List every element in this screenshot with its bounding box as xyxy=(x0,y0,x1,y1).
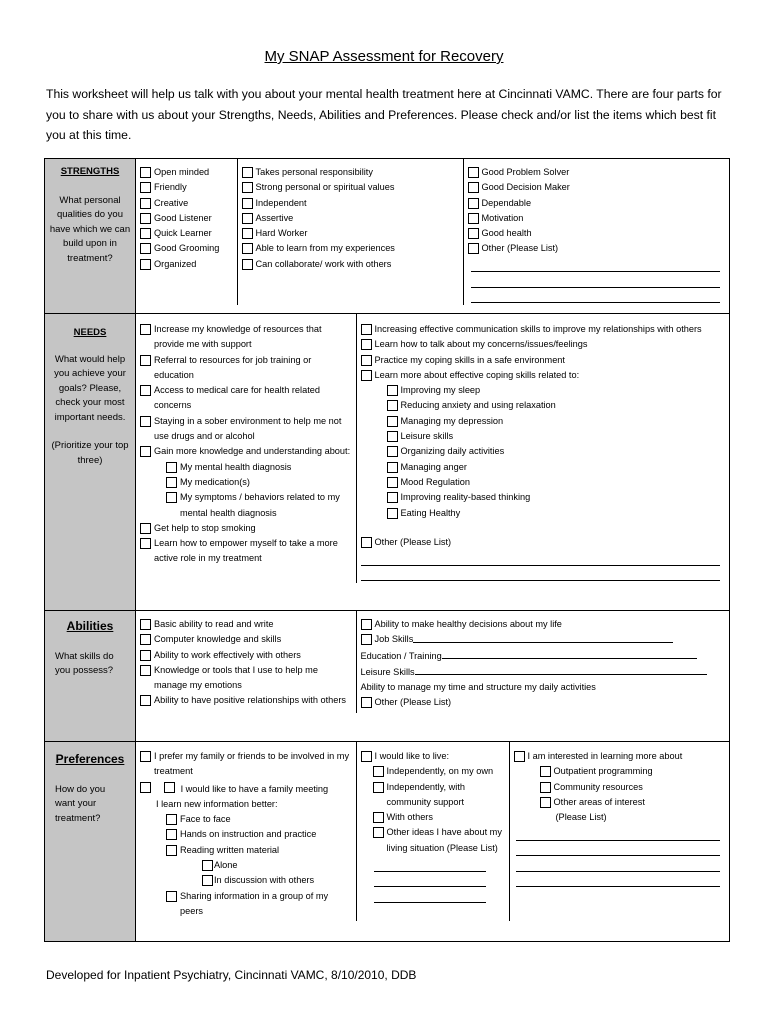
write-in-line[interactable] xyxy=(374,887,486,903)
strength-item[interactable]: Good health xyxy=(468,226,727,241)
preference-subsubitem[interactable]: Alone xyxy=(140,858,353,873)
footer-text: Developed for Inpatient Psychiatry, Cincinnati VAMC, 8/10/2010, DDB xyxy=(46,968,417,982)
need-item[interactable]: Increasing effective communication skills to improve my relationships with others xyxy=(361,322,727,337)
preferences-grid xyxy=(136,742,729,921)
needs-row xyxy=(45,314,730,611)
strength-item[interactable]: Can collaborate/ work with others xyxy=(242,257,460,272)
need-subitem[interactable]: Organizing daily activities xyxy=(361,444,727,459)
strength-item[interactable]: Strong personal or spiritual values xyxy=(242,180,460,195)
checkbox[interactable] xyxy=(468,167,479,178)
need-item[interactable]: Learn how to talk about my concerns/issues/feelings xyxy=(361,337,727,352)
checkbox[interactable] xyxy=(387,492,398,503)
checkbox[interactable] xyxy=(361,697,372,708)
needs-heading: NEEDS xyxy=(73,327,107,338)
checkbox[interactable] xyxy=(164,782,175,793)
write-in-line[interactable] xyxy=(516,841,721,857)
checkbox[interactable] xyxy=(140,751,151,762)
strengths-col2 xyxy=(237,159,463,305)
strength-item[interactable]: Dependable xyxy=(468,196,727,211)
strength-item[interactable]: Creative xyxy=(140,196,234,211)
preference-subitem[interactable]: With others xyxy=(361,810,506,825)
assessment-table xyxy=(44,158,730,942)
checkbox[interactable] xyxy=(361,619,372,630)
checkbox[interactable] xyxy=(387,385,398,396)
preference-subitem[interactable]: Independently, on my own xyxy=(361,764,506,779)
ability-education[interactable]: Education / Training xyxy=(361,648,727,664)
needs-grid xyxy=(136,314,729,583)
preference-subitem[interactable]: Independently, with community support xyxy=(361,780,506,811)
checkbox[interactable] xyxy=(140,198,151,209)
write-in-line[interactable] xyxy=(374,872,486,888)
checkbox[interactable] xyxy=(140,634,151,645)
preference-subitem[interactable]: Community resources xyxy=(514,780,727,795)
checkbox[interactable] xyxy=(242,259,253,270)
learn-label: I learn new information better: xyxy=(156,798,278,809)
need-subitem[interactable]: Leisure skills xyxy=(361,429,727,444)
checkbox[interactable] xyxy=(140,324,151,335)
checkbox[interactable] xyxy=(140,243,151,254)
checkbox[interactable] xyxy=(166,814,177,825)
checkbox[interactable] xyxy=(361,324,372,335)
checkbox[interactable] xyxy=(166,477,177,488)
checkbox[interactable] xyxy=(140,167,151,178)
checkbox[interactable] xyxy=(242,228,253,239)
need-subitem[interactable]: Mood Regulation xyxy=(361,475,727,490)
preference-subitem[interactable]: Other ideas I have about my living situation (Please List) xyxy=(361,825,506,856)
preference-subsubitem[interactable]: In discussion with others xyxy=(140,873,353,888)
checkbox[interactable] xyxy=(468,198,479,209)
checkbox[interactable] xyxy=(140,213,151,224)
need-subitem[interactable]: Reducing anxiety and using relaxation xyxy=(361,398,727,413)
preference-item[interactable]: I would like to live: xyxy=(361,749,506,764)
checkbox[interactable] xyxy=(540,766,551,777)
need-subitem[interactable]: Managing my depression xyxy=(361,414,727,429)
checkbox[interactable] xyxy=(140,619,151,630)
checkbox[interactable] xyxy=(373,766,384,777)
need-item[interactable]: Referral to resources for job training or education xyxy=(140,353,353,384)
checkbox[interactable] xyxy=(166,891,177,902)
checkbox[interactable] xyxy=(361,370,372,381)
leisure-line[interactable] xyxy=(415,664,707,675)
strengths-heading: STRENGTHS xyxy=(60,166,120,177)
checkbox[interactable] xyxy=(140,665,151,676)
checkbox[interactable] xyxy=(373,812,384,823)
preference-subitem[interactable]: Outpatient programming xyxy=(514,764,727,779)
ability-item[interactable]: Ability to work effectively with others xyxy=(140,648,353,663)
write-in-line[interactable] xyxy=(471,272,721,288)
education-line[interactable] xyxy=(442,648,697,659)
need-subitem[interactable]: My medication(s) xyxy=(140,475,353,490)
needs-right xyxy=(356,314,729,583)
strengths-col3 xyxy=(463,159,729,305)
preferences-heading: Preferences xyxy=(55,752,125,766)
checkbox[interactable] xyxy=(361,355,372,366)
needs-side xyxy=(45,314,136,611)
need-item[interactable]: Get help to stop smoking xyxy=(140,521,353,536)
strength-item[interactable]: Good Listener xyxy=(140,211,234,226)
needs-description: What would help you achieve your goals? Please, check your most important needs. xyxy=(54,353,126,423)
checkbox[interactable] xyxy=(468,182,479,193)
job-skills-line[interactable] xyxy=(413,632,673,643)
strengths-description: What personal qualities do you have which we can build upon in treatment? xyxy=(49,194,131,264)
checkbox[interactable] xyxy=(140,446,151,457)
checkbox[interactable] xyxy=(387,431,398,442)
write-in-line[interactable] xyxy=(361,550,721,566)
checkbox[interactable] xyxy=(166,845,177,856)
ability-item[interactable]: Job Skills xyxy=(361,632,727,647)
checkbox[interactable] xyxy=(387,508,398,519)
checkbox[interactable] xyxy=(540,797,551,808)
checkbox[interactable] xyxy=(361,634,372,645)
checkbox[interactable] xyxy=(242,182,253,193)
abilities-row xyxy=(45,611,730,742)
preference-subitem[interactable]: Hands on instruction and practice xyxy=(140,827,353,842)
ability-item[interactable]: Other (Please List) xyxy=(361,695,727,710)
strengths-row xyxy=(45,159,730,314)
strength-item[interactable]: Good Grooming xyxy=(140,241,234,256)
need-subitem[interactable]: My mental health diagnosis xyxy=(140,460,353,475)
need-item[interactable]: Access to medical care for health related concerns xyxy=(140,383,353,414)
strength-item[interactable]: Hard Worker xyxy=(242,226,460,241)
checkbox[interactable] xyxy=(373,782,384,793)
checkbox[interactable] xyxy=(242,243,253,254)
checkbox[interactable] xyxy=(242,167,253,178)
strength-item[interactable]: Other (Please List) xyxy=(468,241,727,256)
checkbox[interactable] xyxy=(140,416,151,427)
checkbox[interactable] xyxy=(140,650,151,661)
ability-item[interactable]: Basic ability to read and write xyxy=(140,617,353,632)
checkbox[interactable] xyxy=(361,339,372,350)
checkbox[interactable] xyxy=(468,243,479,254)
preferences-col1 xyxy=(136,742,356,921)
ability-item[interactable]: Computer knowledge and skills xyxy=(140,632,353,647)
checkbox[interactable] xyxy=(202,875,213,886)
abilities-right xyxy=(356,611,729,713)
checkbox[interactable] xyxy=(373,827,384,838)
checkbox[interactable] xyxy=(514,751,525,762)
write-in-line[interactable] xyxy=(471,257,721,273)
ability-item[interactable]: Ability to make healthy decisions about my life xyxy=(361,617,727,632)
checkbox[interactable] xyxy=(468,228,479,239)
preference-subitem[interactable]: Face to face xyxy=(140,812,353,827)
preferences-row xyxy=(45,742,730,942)
need-item[interactable]: Other (Please List) xyxy=(361,535,727,550)
strength-item[interactable]: Quick Learner xyxy=(140,226,234,241)
write-in-line[interactable] xyxy=(471,288,721,304)
checkbox[interactable] xyxy=(387,446,398,457)
ability-item[interactable]: Ability to have positive relationships with others xyxy=(140,693,353,708)
strengths-grid xyxy=(136,159,729,305)
need-subitem[interactable]: Managing anger xyxy=(361,460,727,475)
checkbox[interactable] xyxy=(387,416,398,427)
need-subitem[interactable]: Improving reality-based thinking xyxy=(361,490,727,505)
strength-item[interactable]: Takes personal responsibility xyxy=(242,165,460,180)
checkbox[interactable] xyxy=(387,400,398,411)
checkbox[interactable] xyxy=(242,198,253,209)
checkbox[interactable] xyxy=(540,782,551,793)
checkbox[interactable] xyxy=(242,213,253,224)
abilities-description: What skills do you possess? xyxy=(55,650,114,676)
preference-item[interactable]: I prefer my family or friends to be involved in my treatment xyxy=(140,749,353,780)
checkbox[interactable] xyxy=(468,213,479,224)
write-in-line[interactable] xyxy=(374,856,486,872)
need-item[interactable]: Learn more about effective coping skills related to: xyxy=(361,368,727,383)
need-item[interactable]: Practice my coping skills in a safe environment xyxy=(361,353,727,368)
strength-item[interactable]: Friendly xyxy=(140,180,234,195)
write-in-line[interactable] xyxy=(516,856,721,872)
need-item[interactable]: Increase my knowledge of resources that provide me with support xyxy=(140,322,353,353)
strength-item[interactable]: Good Problem Solver xyxy=(468,165,727,180)
write-in-line[interactable] xyxy=(361,566,721,582)
ability-leisure[interactable]: Leisure Skills xyxy=(361,664,727,680)
preference-subitem[interactable]: Sharing information in a group of my peers xyxy=(140,889,353,920)
preferences-description: How do you want your treatment? xyxy=(55,783,106,824)
abilities-heading: Abilities xyxy=(66,619,114,633)
page-title: My SNAP Assessment for Recovery xyxy=(264,48,504,65)
need-subitem[interactable]: Eating Healthy xyxy=(361,506,727,521)
checkbox[interactable] xyxy=(140,695,151,706)
write-in-line[interactable] xyxy=(516,825,721,841)
checkbox[interactable] xyxy=(140,385,151,396)
needs-note: (Prioritize your top three) xyxy=(51,440,129,466)
checkbox[interactable] xyxy=(387,477,398,488)
checkbox[interactable] xyxy=(140,538,151,549)
abilities-left xyxy=(136,611,356,713)
checkbox[interactable] xyxy=(202,860,213,871)
strength-item[interactable]: Assertive xyxy=(242,211,460,226)
strength-item[interactable]: Motivation xyxy=(468,211,727,226)
ability-item[interactable]: Knowledge or tools that I use to help me manage my emotions xyxy=(140,663,353,694)
strength-item[interactable]: Independent xyxy=(242,196,460,211)
preference-item[interactable]: I would like to have a family meeting xyxy=(140,780,353,797)
need-subitem[interactable]: Improving my sleep xyxy=(361,383,727,398)
need-item[interactable]: Gain more knowledge and understanding about: xyxy=(140,444,353,459)
ability-time-management[interactable]: Ability to manage my time and structure my daily activities xyxy=(360,682,596,693)
strengths-side xyxy=(45,159,136,314)
checkbox[interactable] xyxy=(387,462,398,473)
please-list-note: (Please List) xyxy=(555,812,607,823)
checkbox[interactable] xyxy=(166,829,177,840)
abilities-side xyxy=(45,611,136,742)
checkbox[interactable] xyxy=(140,182,151,193)
checkbox[interactable] xyxy=(140,523,151,534)
preferences-col3 xyxy=(509,742,729,921)
write-in-line[interactable] xyxy=(516,872,721,888)
checkbox[interactable] xyxy=(166,462,177,473)
checkbox[interactable] xyxy=(166,492,177,503)
checkbox[interactable] xyxy=(361,751,372,762)
strength-item[interactable]: Open minded xyxy=(140,165,234,180)
strengths-col1 xyxy=(136,159,237,305)
preference-subitem[interactable]: Other areas of interest xyxy=(514,795,727,810)
preferences-col2 xyxy=(356,742,509,921)
need-subitem[interactable]: My symptoms / behaviors related to my mental health diagnosis xyxy=(140,490,353,521)
checkbox[interactable] xyxy=(140,355,151,366)
preference-subitem[interactable]: Reading written material xyxy=(140,843,353,858)
checkbox[interactable] xyxy=(361,537,372,548)
checkbox[interactable] xyxy=(140,782,151,793)
need-item[interactable]: Staying in a sober environment to help me not use drugs and or alcohol xyxy=(140,414,353,445)
preferences-side xyxy=(45,742,136,942)
preference-item[interactable]: I am interested in learning more about xyxy=(514,749,727,764)
abilities-grid xyxy=(136,611,729,713)
needs-left xyxy=(136,314,356,583)
need-item[interactable]: Learn how to empower myself to take a more active role in my treatment xyxy=(140,536,353,567)
strength-item[interactable]: Organized xyxy=(140,257,234,272)
strength-item[interactable]: Good Decision Maker xyxy=(468,180,727,195)
intro-text: This worksheet will help us talk with you about your mental health treatment here at Cincinnati VAMC. There are four parts for you to share with us about your Strengths, Needs, Abilities and Preferences. Please check and/or list the items which best fit you at this time. xyxy=(46,87,722,142)
checkbox[interactable] xyxy=(140,259,151,270)
strength-item[interactable]: Able to learn from my experiences xyxy=(242,241,460,256)
checkbox[interactable] xyxy=(140,228,151,239)
